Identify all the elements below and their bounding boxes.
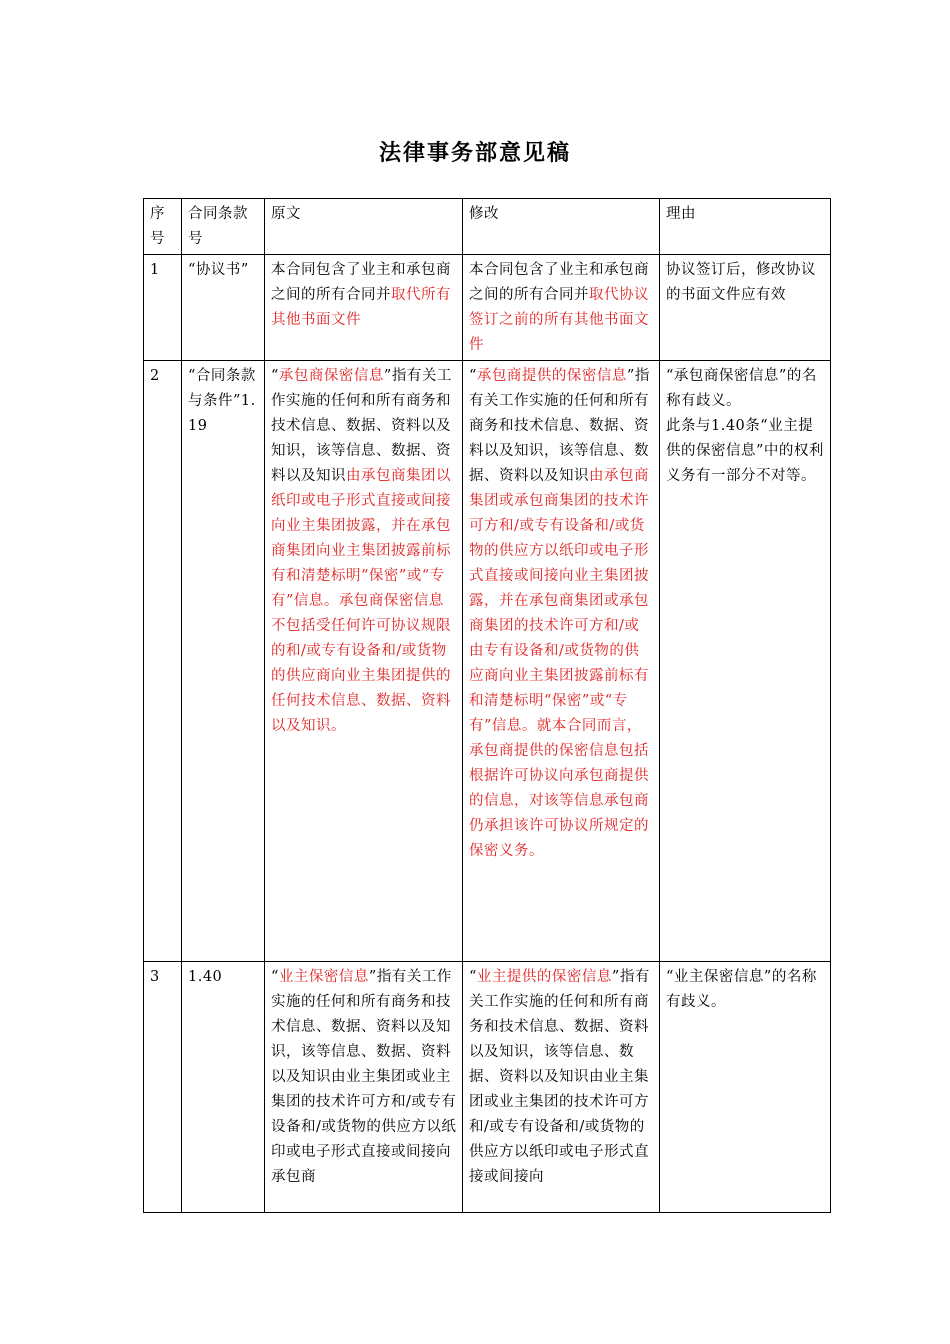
row-no: 3	[144, 962, 182, 1213]
changed-text-segment: 取代协议签订之前的所有其他书面文件	[469, 287, 649, 353]
header-original: 原文	[265, 199, 463, 255]
changed-text-segment: 业主提供的保密信息	[476, 969, 612, 985]
table-row	[144, 255, 831, 361]
text-segment: ”指有关工作实施的任何和所有商务和技术信息、数据、资料以及知识，该等信息、数据、资料以及知识由业主集团或业主集团的技术许可方和/或专有设备和/或货物的供应方以纸印或电子形式直接或间接向承包商	[271, 969, 457, 1185]
text-segment: “	[271, 368, 279, 384]
row-no: 2	[144, 361, 182, 962]
row-no: 1	[144, 255, 182, 361]
row-clause: 1.40	[182, 962, 265, 1213]
header-clause: 合同条款号	[182, 199, 265, 255]
header-no: 序号	[144, 199, 182, 255]
text-segment: ”指有关工作实施的任何和所有商务和技术信息、数据、资料以及知识，该等信息、数据、资料以及知识	[469, 368, 650, 484]
table-header-row	[144, 199, 831, 255]
row-revised	[463, 962, 660, 1213]
row-original	[265, 361, 463, 962]
text-segment: ”指有关工作实施的任何和所有商务和技术信息、数据、资料以及知识，该等信息、数据、资料以及知识	[271, 368, 452, 484]
reason-paragraph: 此条与1.40条“业主提供的保密信息”中的权利义务有一部分不对等。	[666, 418, 824, 484]
text-segment: 本合同包含了业主和承包商之间的所有合同并	[271, 262, 451, 303]
row-revised	[463, 361, 660, 962]
page-title: 法律事务部意见稿	[378, 140, 571, 166]
text-segment: 本合同包含了业主和承包商之间的所有合同并	[469, 262, 649, 303]
row-reason	[660, 361, 831, 962]
changed-text-segment: 取代所有其他书面文件	[271, 287, 451, 328]
row-reason	[660, 255, 831, 361]
reason-paragraph: “业主保密信息”的名称有歧义。	[666, 969, 817, 1010]
row-original	[265, 962, 463, 1213]
text-segment: “	[469, 969, 477, 985]
row-clause: “合同条款与条件”1.19	[182, 361, 265, 962]
row-clause: “协议书”	[182, 255, 265, 361]
row-revised	[463, 255, 660, 361]
table-row	[144, 361, 831, 962]
changed-text-segment: 由承包商集团以纸印或电子形式直接或间接向业主集团披露，并在承包商集团向业主集团披露前标有和清楚标明“保密”或“专有”信息。承包商保密信息不包括受任何许可协议规限的和/或专有设备和/或货物的供应商向业主集团提供的任何技术信息、数据、资料以及知识。	[271, 468, 451, 734]
changed-text-segment: 承包商提供的保密信息	[476, 368, 627, 384]
legal-opinion-table	[143, 198, 831, 1213]
changed-text-segment: 承包商保密信息	[278, 368, 384, 384]
row-reason	[660, 962, 831, 1213]
reason-paragraph: “承包商保密信息”的名称有歧义。	[666, 368, 817, 409]
header-reason: 理由	[660, 199, 831, 255]
text-segment: ”指有关工作实施的任何和所有商务和技术信息、数据、资料以及知识，该等信息、数据、资料以及知识由业主集团或业主集团的技术许可方和/或专有设备和/或货物的供应方以纸印或电子形式直接或间接向	[469, 969, 650, 1185]
changed-text-segment: 由承包商集团或承包商集团的技术许可方和/或专有设备和/或货物的供应方以纸印或电子形式直接或间接向业主集团披露，并在承包商集团或承包商集团的技术许可方和/或由专有设备和/或货物的供应商向业主集团披露前标有和清楚标明“保密”或“专有”信息。就本合同而言，承包商提供的保密信息包括根据许可协议向承包商提供的信息，对该等信息承包商仍承担该许可协议所规定的保密义务。	[469, 468, 649, 859]
changed-text-segment: 业主保密信息	[278, 969, 369, 985]
text-segment: “	[469, 368, 477, 384]
row-original	[265, 255, 463, 361]
header-revised: 修改	[463, 199, 660, 255]
reason-paragraph: 协议签订后，修改协议的书面文件应有效	[666, 262, 816, 303]
text-segment: “	[271, 969, 279, 985]
table-row	[144, 962, 831, 1213]
